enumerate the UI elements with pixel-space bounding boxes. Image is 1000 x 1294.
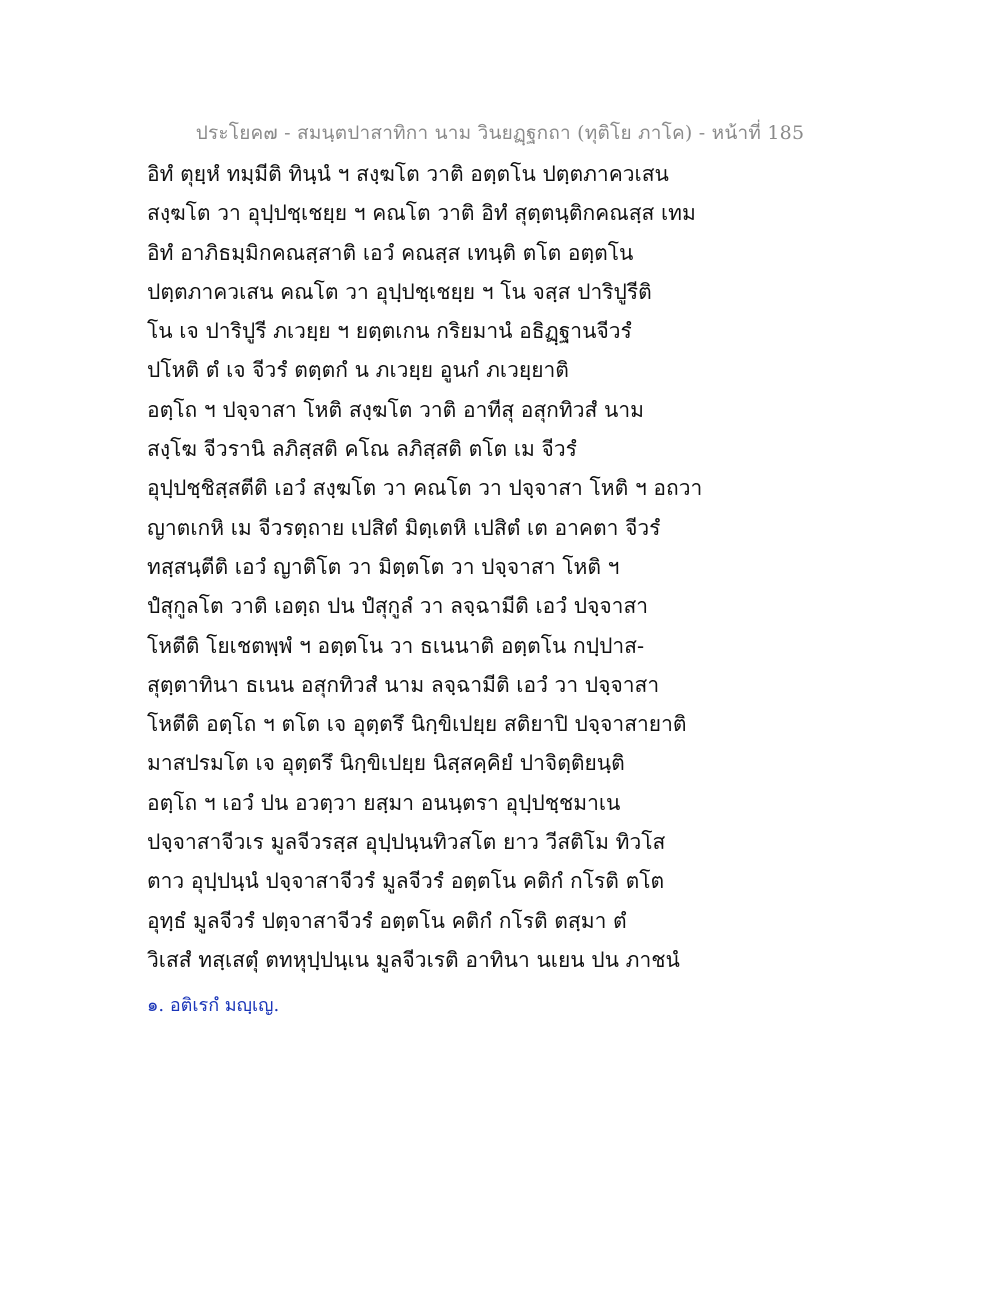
text-line: ญาตเกหิ เม จีวรตฺถาย เปสิตํ มิตฺเตหิ เปสิตํ เต อาคตา จีวรํ (147, 515, 661, 540)
text-line: ทสฺสนฺตีติ เอวํ ญาติโต วา มิตฺตโต วา ปจฺจาสา โหติ ฯ (147, 554, 620, 579)
text-line: สุตฺตาทินา ธเนน อสุกทิวสํ นาม ลจฺฉามีติ เอวํ วา ปจฺจาสา (147, 672, 660, 697)
text-line: โน เจ ปาริปูรี ภเวยฺย ฯ ยตฺตเกน กริยมานํ อธิฏฺฐานจีวรํ (147, 319, 632, 344)
text-line: ปตฺตภาควเสน คณโต วา อุปฺปชฺเชยฺย ฯ โน จสฺส ปาริปูรีติ (147, 279, 652, 304)
text-line: มาสปรมโต เจ อุตฺตรึ นิกฺขิเปยฺย นิสฺสคฺคิยํ ปาจิตฺติยนฺติ (147, 751, 625, 776)
text-line: อิทํ อาภิธมฺมิกคณสฺสาติ เอวํ คณสฺส เทนฺติ ตโต อตฺตโน (147, 240, 634, 265)
text-line: สงฺฆโต วา อุปฺปชฺเชยฺย ฯ คณโต วาติ อิทํ สุตฺตนฺติกคณสฺส เทม (147, 201, 696, 226)
text-line: วิเสสํ ทสฺเสตุํ ตทหุปฺปนฺเน มูลจีวเรติ อาทินา นเยน ปน ภาชนํ (147, 947, 680, 972)
page-header: ประโยค๗ - สมนฺตปาสาทิกา นาม วินยฏฺฐกถา (ทุติโย ภาโค) - หน้าที่ 185 (195, 122, 805, 144)
text-line: ตาว อุปฺปนฺนํ ปจฺจาสาจีวรํ มูลจีวรํ อตฺตโน คติกํ กโรติ ตโต (147, 869, 665, 894)
text-line: อิทํ ตุยฺหํ ทมฺมีติ ทินฺนํ ฯ สงฺฆโต วาติ อตฺตโน ปตฺตภาควเสน (147, 162, 669, 186)
text-line: อตฺโถ ฯ ปจฺจาสา โหติ สงฺฆโต วาติ อาทีสุ อสุกทิวสํ นาม (147, 397, 644, 422)
footnote: ๑. อติเรกํ มญฺเญ. (147, 995, 280, 1016)
text-line: สงฺโฆ จีวรานิ ลภิสฺสติ คโณ ลภิสฺสติ ตโต เม จีวรํ (147, 437, 577, 462)
body-text (147, 155, 867, 980)
text-line: โหตีติ โยเชตพฺพํ ฯ อตฺตโน วา ธเนนาติ อตฺตโน กปฺปาส- (147, 633, 645, 658)
text-line: ปจฺจาสาจีวเร มูลจีวรสฺส อุปฺปนฺนทิวสโต ยาว วีสติโม ทิวโส (147, 830, 666, 855)
text-line: อุทฺธํ มูลจีวรํ ปตฺจาสาจีวรํ อตฺตโน คติกํ กโรติ ตสฺมา ตํ (147, 908, 627, 933)
text-line: ปํสุกูลโต วาติ เอตฺถ ปน ปํสุกูลํ วา ลจฺฉามีติ เอวํ ปจฺจาสา (147, 594, 649, 619)
text-line: ปโหติ ตํ เจ จีวรํ ตตฺตกํ น ภเวยฺย อูนกํ ภเวยฺยาติ (147, 358, 569, 383)
text-line: อุปฺปชฺชิสฺสตีติ เอวํ สงฺฆโต วา คณโต วา ปจฺจาสา โหติ ฯ อถวา (147, 476, 703, 501)
text-line: อตฺโถ ฯ เอวํ ปน อวตฺวา ยสฺมา อนนฺตรา อุปฺปชฺชมาเน (147, 790, 621, 815)
text-line: โหตีติ อตฺโถ ฯ ตโต เจ อุตฺตรึ นิกฺขิเปยฺย สติยาปิ ปจฺจาสายาติ (147, 712, 687, 737)
